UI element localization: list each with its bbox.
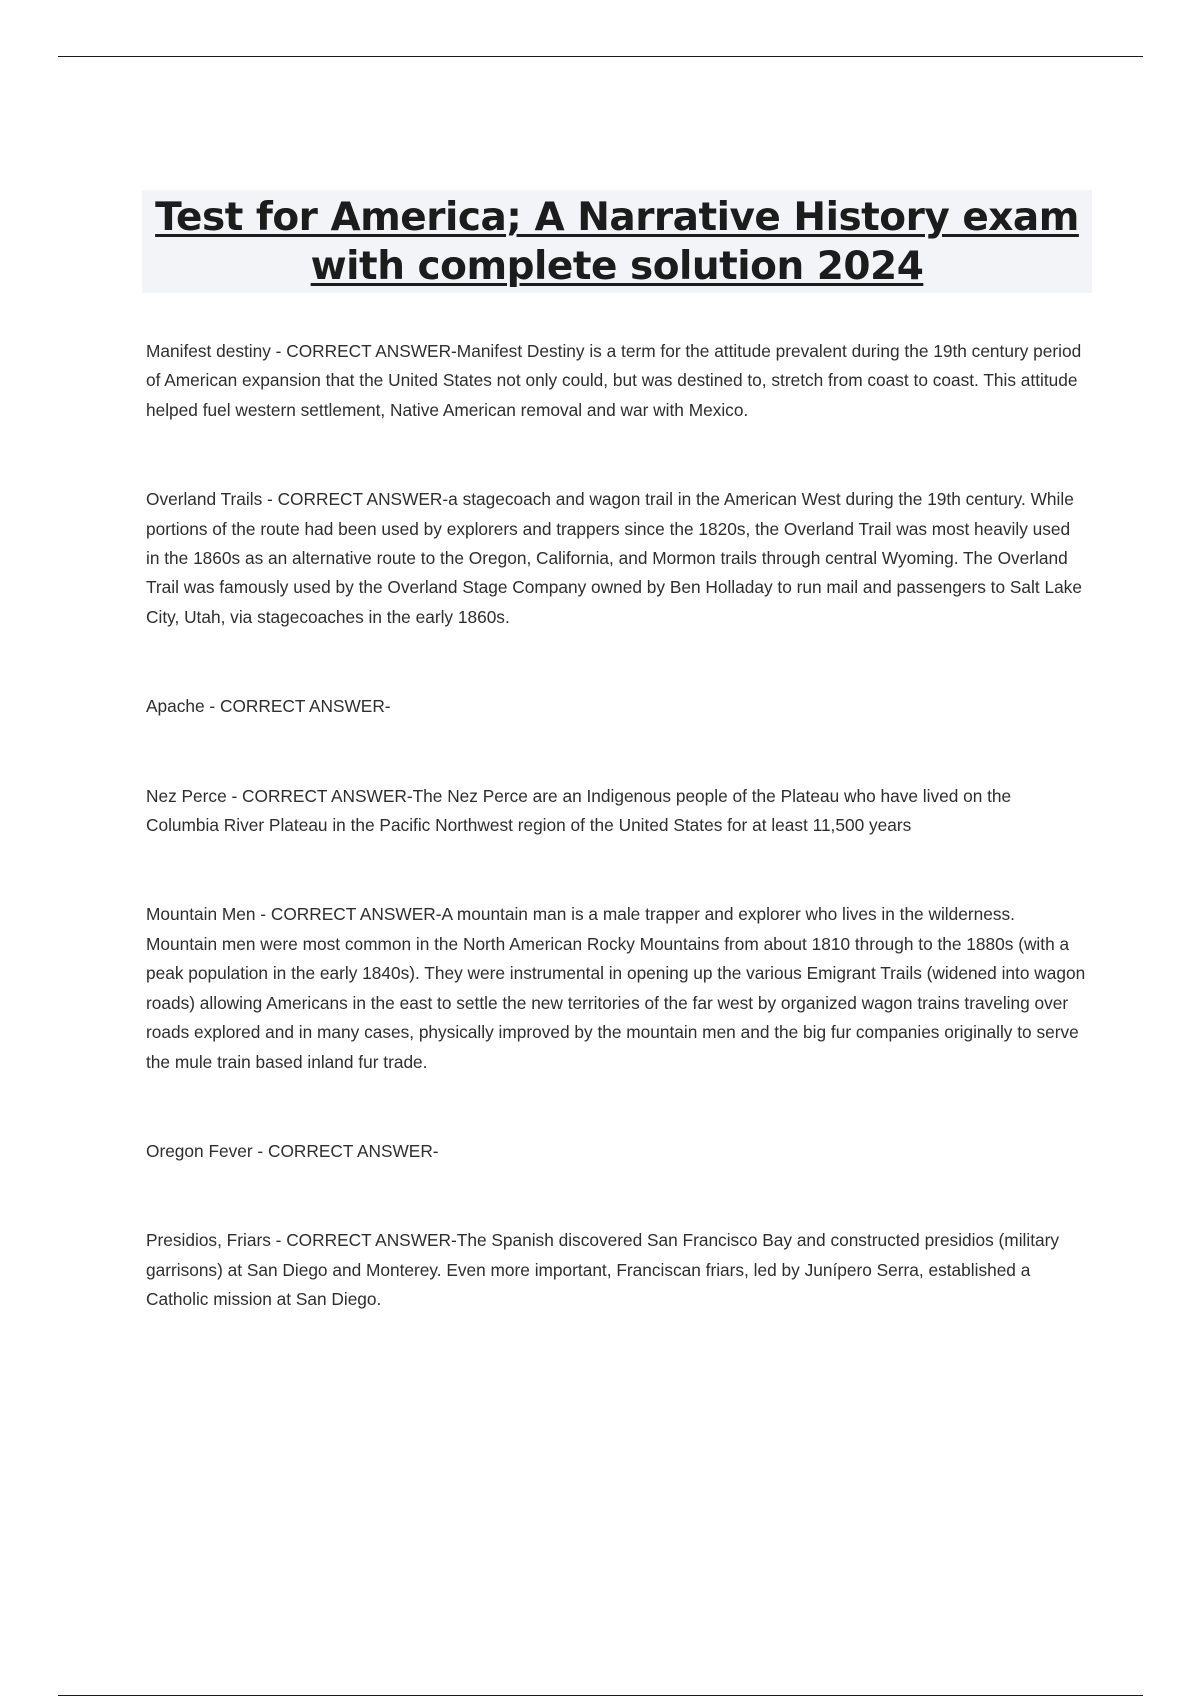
qa-entry-overland-trails: Overland Trails - CORRECT ANSWER-a stagecoach and wagon trail in the American West during the 19th century. While portions of the route had been used by explorers and trappers since the 1820s, the Overland Trail was most heavily used in the 1860s as an alternative route to the Oregon, California, and Mormon trails through central Wyoming. The Overland Trail was famously used by the Overland Stage Company owned by Ben Holladay to run mail and passengers to Salt Lake City, Utah, via stagecoaches in the early 1860s. [146, 489, 1082, 627]
qa-entry-manifest-destiny: Manifest destiny - CORRECT ANSWER-Manifest Destiny is a term for the attitude prevalent during the 19th century period of American expansion that the United States not only could, but was destined to, stretch from coast to coast. This attitude helped fuel western settlement, Native American removal and war with Mexico. [146, 341, 1082, 420]
title-block [142, 190, 1092, 293]
footer-rule [58, 1695, 1143, 1696]
document-title-line-1: Test for America; A Narrative History exam [155, 195, 1079, 240]
qa-entry-oregon-fever: Oregon Fever - CORRECT ANSWER- [146, 1140, 439, 1161]
qa-entry-apache: Apache - CORRECT ANSWER- [146, 696, 391, 717]
header-rule [58, 56, 1143, 57]
qa-entry-nez-perce: Nez Perce - CORRECT ANSWER-The Nez Perce are an Indigenous people of the Plateau who have lived on the Columbia River Plateau in the Pacific Northwest region of the United States for at least 11,500 years [146, 785, 1012, 836]
qa-entry-presidios-friars: Presidios, Friars - CORRECT ANSWER-The Spanish discovered San Francisco Bay and constructed presidios (military garrisons) at San Diego and Monterey. Even more important, Franciscan friars, led by Junípero Serra, established a Catholic mission at San Diego. [146, 1230, 1060, 1310]
qa-entry-mountain-men: Mountain Men - CORRECT ANSWER-A mountain man is a male trapper and explorer who lives in the wilderness. Mountain men were most common in the North American Rocky Mountains from about 1810 through to the 1880s (with a peak population in the early 1840s). They were instrumental in opening up the various Emigrant Trails (widened into wagon roads) allowing Americans in the east to settle the new territories of the far west by organized wagon trains traveling over roads explored and in many cases, physically improved by the mountain men and the big fur companies originally to serve the mule train based inland fur trade. [146, 904, 1086, 1072]
qa-list [146, 337, 1086, 1315]
document-title-line-2: with complete solution 2024 [310, 244, 924, 289]
